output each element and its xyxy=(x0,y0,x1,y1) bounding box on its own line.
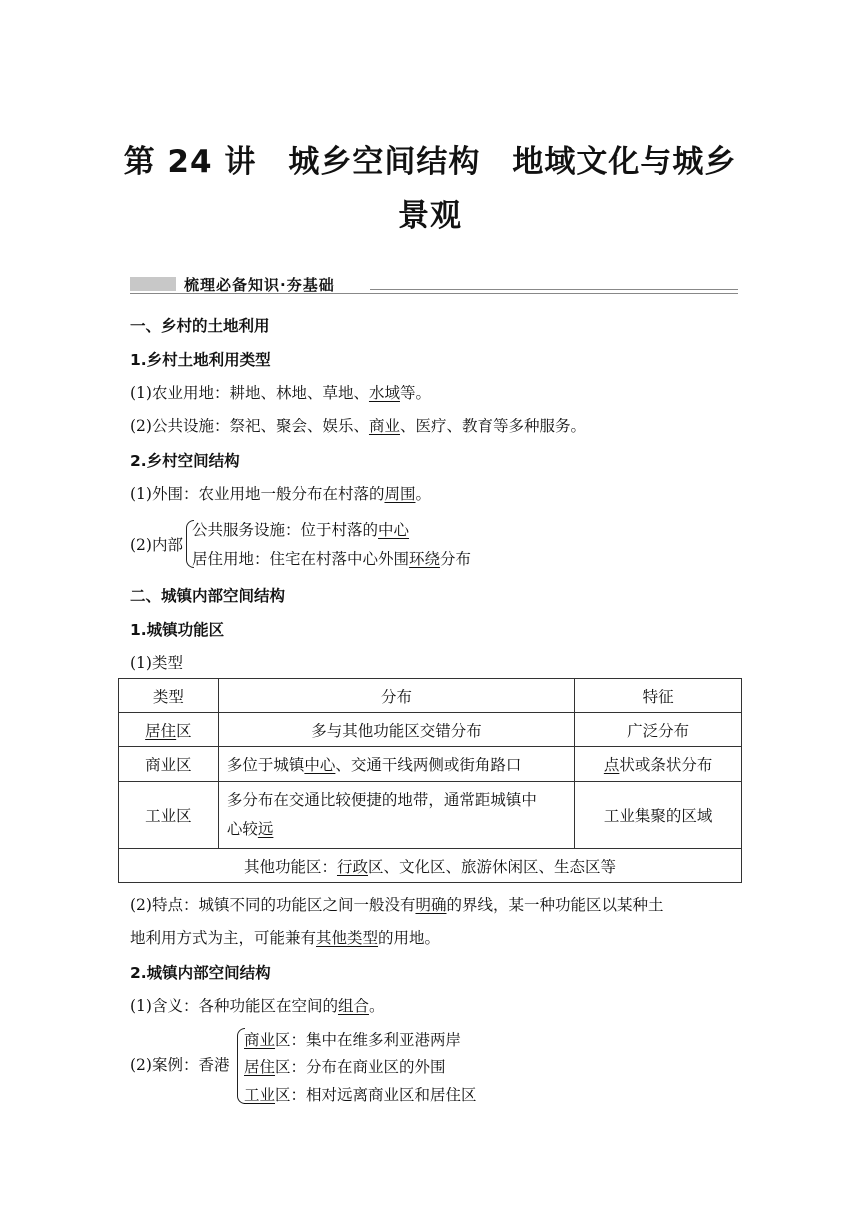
text-agricultural-land: (1)农业用地：耕地、林地、草地、水域等。 xyxy=(130,384,431,402)
text-residential-land: 居住用地：住宅在村落中心外围环绕分布 xyxy=(192,550,472,568)
table-header-cell: 类型 xyxy=(119,679,219,713)
heading-part1: 一、乡村的土地利用 xyxy=(130,317,270,335)
text-case-industrial: 工业区：相对远离商业区和居住区 xyxy=(244,1086,477,1104)
section-header xyxy=(130,274,738,294)
label-case-hongkong: (2)案例：香港 xyxy=(130,1056,230,1074)
table-cell: 商业区 xyxy=(119,747,219,782)
page-title-line1: 第 24 讲 城乡空间结构 地域文化与城乡 xyxy=(123,144,737,180)
heading-rural-land-types: 1.乡村土地利用类型 xyxy=(130,351,271,369)
page-title-line2: 景观 xyxy=(398,198,462,234)
table-cell: 居住区 xyxy=(119,713,219,747)
section-header-label: 梳理必备知识·夯基础 xyxy=(184,276,335,294)
text-rural-periphery: (1)外围：农业用地一般分布在村落的周围。 xyxy=(130,485,431,503)
section-header-block xyxy=(130,277,176,291)
table-row xyxy=(119,713,742,747)
table-cell: 工业区 xyxy=(119,782,219,849)
table-cell: 工业集聚的区域 xyxy=(575,782,742,849)
text-public-service: 公共服务设施：位于村落的中心 xyxy=(192,521,410,539)
text-feature-line2: 地利用方式为主，可能兼有其他类型的用地。 xyxy=(130,929,441,947)
label-types: (1)类型 xyxy=(130,654,183,672)
text-case-commercial: 商业区：集中在维多利亚港两岸 xyxy=(244,1031,462,1049)
section-header-rule xyxy=(130,293,738,294)
heading-functional-zones: 1.城镇功能区 xyxy=(130,621,225,639)
table-row xyxy=(119,747,742,782)
table-cell: 多与其他功能区交错分布 xyxy=(218,713,574,747)
text-public-facilities: (2)公共设施：祭祀、聚会、娱乐、商业、医疗、教育等多种服务。 xyxy=(130,417,586,435)
functional-zone-table xyxy=(118,678,742,883)
text-case-residential: 居住区：分布在商业区的外围 xyxy=(244,1058,446,1076)
table-cell: 多位于城镇中心、交通干线两侧或街角路口 xyxy=(218,747,574,782)
table-row xyxy=(119,849,742,883)
text-feature-line1: (2)特点：城镇不同的功能区之间一般没有明确的界线，某一种功能区以某种土 xyxy=(130,896,664,914)
table-cell: 点状或条状分布 xyxy=(575,747,742,782)
table-header-row xyxy=(119,679,742,713)
heading-urban-structure: 2.城镇内部空间结构 xyxy=(130,964,271,982)
table-cell: 广泛分布 xyxy=(575,713,742,747)
table-header-cell: 特征 xyxy=(575,679,742,713)
heading-part2: 二、城镇内部空间结构 xyxy=(130,587,286,605)
heading-rural-structure: 2.乡村空间结构 xyxy=(130,452,240,470)
text-meaning: (1)含义：各种功能区在空间的组合。 xyxy=(130,997,385,1015)
table-cell: 其他功能区：行政区、文化区、旅游休闲区、生态区等 xyxy=(119,849,742,883)
table-cell: 多分布在交通比较便捷的地带，通常距城镇中 心较远 xyxy=(218,782,574,849)
label-rural-interior: (2)内部 xyxy=(130,536,183,554)
table-row xyxy=(119,782,742,849)
section-header-rule xyxy=(370,289,738,290)
table-header-cell: 分布 xyxy=(218,679,574,713)
